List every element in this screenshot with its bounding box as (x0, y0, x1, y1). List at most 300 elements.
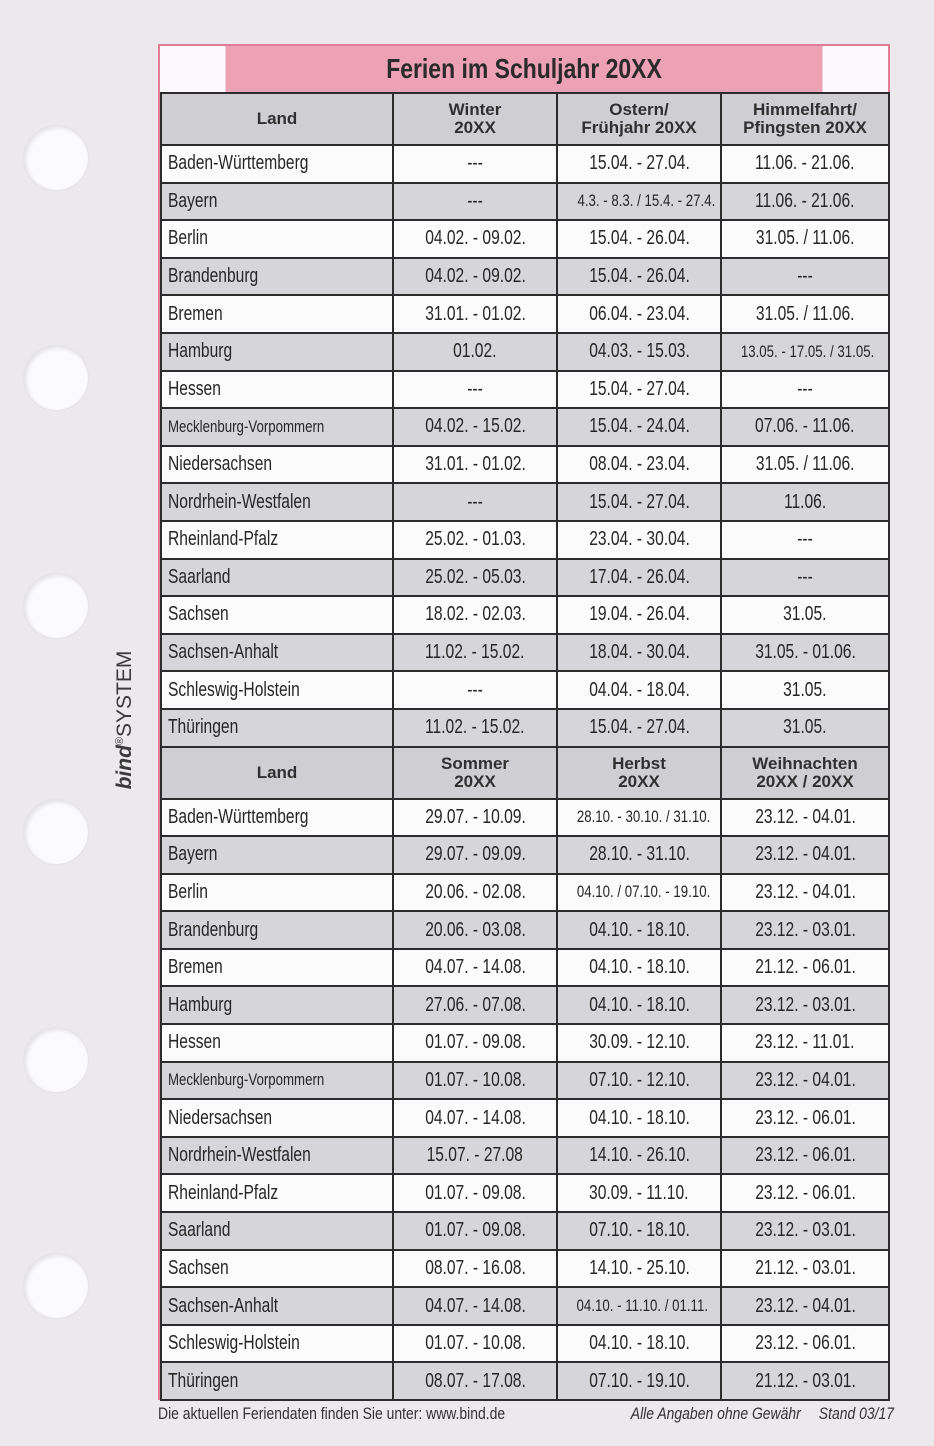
table-row (161, 559, 889, 597)
table-row (161, 911, 889, 949)
section2-header-1: Sommer 20XX (393, 747, 557, 799)
state-name-cell (161, 1325, 393, 1363)
holiday-dates-cell (393, 949, 557, 987)
holiday-dates-cell (557, 1062, 721, 1100)
table-row (161, 1287, 889, 1325)
holiday-dates-cell (557, 634, 721, 672)
section1-header-1: Winter 20XX (393, 93, 557, 145)
holiday-dates-cell (393, 1287, 557, 1325)
holiday-dates: --- (797, 528, 813, 551)
holiday-dates-cell (721, 1250, 889, 1288)
table-row (161, 446, 889, 484)
holiday-dates: 4.3. - 8.3. / 15.4. - 27.4. (577, 191, 716, 211)
state-name-cell (161, 1099, 393, 1137)
holiday-dates: --- (797, 377, 813, 400)
holiday-dates: 23.12. - 03.01. (754, 993, 856, 1016)
holiday-dates: 06.04. - 23.04. (588, 302, 690, 325)
table-row (161, 949, 889, 987)
holiday-dates-cell (721, 258, 889, 296)
section2-header-3: Weihnachten 20XX / 20XX (721, 747, 889, 799)
punch-hole-2 (24, 346, 88, 410)
holiday-dates-cell (557, 1325, 721, 1363)
holiday-dates: 29.07. - 09.09. (424, 843, 526, 866)
holiday-dates-cell (393, 799, 557, 837)
holiday-dates: 01.07. - 10.08. (424, 1332, 526, 1355)
holiday-dates-cell (557, 220, 721, 258)
state-name: Schleswig-Holstein (168, 1332, 300, 1355)
state-name: Sachsen-Anhalt (168, 641, 279, 664)
holiday-dates: 15.07. - 27.08 (426, 1144, 524, 1167)
holiday-dates-cell (721, 371, 889, 409)
brand-bind: bind (113, 745, 136, 790)
holiday-dates-cell (557, 1174, 721, 1212)
state-name: Niedersachsen (168, 453, 273, 476)
holiday-dates-cell (393, 446, 557, 484)
holiday-dates-cell (721, 408, 889, 446)
state-name-cell (161, 295, 393, 333)
holiday-dates: 20.06. - 03.08. (424, 918, 526, 941)
holiday-dates-cell (393, 521, 557, 559)
table-row (161, 874, 889, 912)
holiday-dates: 01.07. - 10.08. (424, 1068, 526, 1091)
holiday-dates: 04.02. - 09.02. (424, 265, 526, 288)
holiday-dates: 04.07. - 14.08. (424, 1294, 526, 1317)
state-name-cell (161, 183, 393, 221)
holiday-dates: 18.02. - 02.03. (424, 603, 526, 626)
holiday-dates-cell (557, 333, 721, 371)
holiday-dates: 23.12. - 06.01. (754, 1106, 856, 1129)
holiday-dates: 07.10. - 19.10. (588, 1369, 690, 1392)
brand-logo (113, 651, 137, 790)
holiday-dates: 30.09. - 11.10. (589, 1181, 689, 1204)
state-name-cell (161, 1250, 393, 1288)
holiday-dates: 11.06. - 21.06. (755, 152, 855, 175)
holiday-dates-cell (557, 1362, 721, 1400)
holiday-dates-cell (393, 371, 557, 409)
table-row (161, 258, 889, 296)
state-name-cell (161, 446, 393, 484)
table-row (161, 1024, 889, 1062)
table-row (161, 1174, 889, 1212)
state-name: Mecklenburg-Vorpommern (168, 416, 325, 436)
holiday-dates-cell (393, 671, 557, 709)
holiday-dates: 07.06. - 11.06. (755, 415, 855, 438)
state-name: Thüringen (168, 1369, 239, 1392)
holiday-table (160, 92, 890, 1401)
state-name-cell (161, 671, 393, 709)
holiday-dates: 01.07. - 09.08. (424, 1219, 526, 1242)
holiday-dates: 04.10. - 11.10. / 01.11. (576, 1296, 709, 1316)
punch-hole-5 (24, 1028, 88, 1092)
holiday-dates-cell (393, 258, 557, 296)
holiday-dates: 31.05. / 11.06. (755, 302, 855, 325)
table-row (161, 1062, 889, 1100)
state-name: Berlin (168, 880, 208, 903)
table-row (161, 1362, 889, 1400)
holiday-dates: --- (467, 152, 483, 175)
holiday-dates-cell (557, 295, 721, 333)
holiday-dates: 21.12. - 03.01. (754, 1369, 856, 1392)
holiday-dates: 15.04. - 26.04. (588, 227, 690, 250)
holiday-dates: 25.02. - 05.03. (424, 565, 526, 588)
holiday-dates: 04.04. - 18.04. (588, 678, 690, 701)
holiday-dates-cell (393, 295, 557, 333)
holiday-dates-cell (393, 1250, 557, 1288)
table-row (161, 295, 889, 333)
holiday-dates-cell (721, 1174, 889, 1212)
holiday-dates-cell (721, 949, 889, 987)
holiday-dates: 21.12. - 06.01. (754, 956, 856, 979)
holiday-dates-cell (721, 799, 889, 837)
holiday-dates: 31.05. (783, 716, 827, 739)
holiday-dates-cell (393, 1362, 557, 1400)
state-name-cell (161, 799, 393, 837)
holiday-dates: 08.07. - 16.08. (424, 1256, 526, 1279)
holiday-dates: 31.05. (783, 603, 827, 626)
holiday-dates: 19.04. - 26.04. (588, 603, 690, 626)
state-name: Hessen (168, 377, 221, 400)
holiday-dates: 23.04. - 30.04. (588, 528, 690, 551)
holiday-dates-cell (721, 295, 889, 333)
holiday-dates-cell (557, 521, 721, 559)
holiday-dates-cell (393, 596, 557, 634)
state-name-cell (161, 408, 393, 446)
holiday-dates: 11.02. - 15.02. (425, 716, 525, 739)
holiday-dates: 31.05. / 11.06. (755, 453, 855, 476)
holiday-dates-cell (393, 1174, 557, 1212)
holiday-dates: 30.09. - 12.10. (588, 1031, 690, 1054)
state-name-cell (161, 559, 393, 597)
brand-system: SYSTEM (113, 650, 136, 737)
holiday-dates: 01.07. - 09.08. (424, 1181, 526, 1204)
section1-header-0: Land (161, 93, 393, 145)
holiday-dates-cell (721, 1287, 889, 1325)
holiday-dates: 04.10. - 18.10. (588, 1332, 690, 1355)
holiday-card (158, 44, 890, 1400)
holiday-dates: --- (797, 265, 813, 288)
holiday-dates: 07.10. - 12.10. (588, 1068, 690, 1091)
holiday-dates-cell (721, 1099, 889, 1137)
holiday-dates: 17.04. - 26.04. (588, 565, 690, 588)
holiday-dates-cell (393, 1099, 557, 1137)
holiday-dates-cell (557, 799, 721, 837)
holiday-dates: 25.02. - 01.03. (424, 528, 526, 551)
state-name: Bayern (168, 189, 218, 212)
holiday-dates-cell (393, 220, 557, 258)
holiday-dates-cell (721, 911, 889, 949)
holiday-dates: 15.04. - 27.04. (588, 377, 690, 400)
holiday-dates: 15.04. - 27.04. (588, 152, 690, 175)
table-row (161, 634, 889, 672)
section1-header-3: Himmelfahrt/ Pfingsten 20XX (721, 93, 889, 145)
holiday-dates-cell (557, 183, 721, 221)
table-row (161, 483, 889, 521)
holiday-dates-cell (393, 986, 557, 1024)
footer-stand: Stand 03/17 (818, 1404, 894, 1423)
holiday-dates: --- (467, 490, 483, 513)
holiday-dates-cell (393, 1062, 557, 1100)
state-name-cell (161, 220, 393, 258)
holiday-dates: 28.10. - 30.10. / 31.10. (576, 807, 711, 827)
holiday-dates: 14.10. - 25.10. (588, 1256, 690, 1279)
holiday-dates-cell (721, 1212, 889, 1250)
holiday-dates: 23.12. - 06.01. (754, 1144, 856, 1167)
holiday-dates-cell (557, 709, 721, 747)
holiday-dates: 07.10. - 18.10. (588, 1219, 690, 1242)
holiday-dates-cell (393, 145, 557, 183)
holiday-dates-cell (393, 874, 557, 912)
holiday-dates: 29.07. - 10.09. (424, 805, 526, 828)
holiday-dates: 11.06. (783, 490, 827, 513)
page-title: Ferien im Schuljahr 20XX (226, 46, 823, 92)
holiday-dates-cell (393, 333, 557, 371)
state-name: Schleswig-Holstein (168, 678, 300, 701)
holiday-dates-cell (557, 483, 721, 521)
state-name-cell (161, 1362, 393, 1400)
holiday-dates-cell (393, 709, 557, 747)
holiday-dates: 08.04. - 23.04. (588, 453, 690, 476)
state-name: Baden-Württemberg (168, 152, 309, 175)
holiday-dates-cell (721, 1062, 889, 1100)
holiday-dates-cell (393, 1325, 557, 1363)
holiday-dates: 14.10. - 26.10. (588, 1144, 690, 1167)
holiday-dates: 23.12. - 04.01. (754, 880, 856, 903)
state-name: Sachsen-Anhalt (168, 1294, 279, 1317)
holiday-dates-cell (721, 671, 889, 709)
holiday-dates-cell (557, 1212, 721, 1250)
holiday-dates: 04.10. - 18.10. (588, 918, 690, 941)
holiday-dates-cell (721, 986, 889, 1024)
state-name-cell (161, 911, 393, 949)
holiday-dates-cell (721, 1137, 889, 1175)
holiday-dates-cell (721, 1325, 889, 1363)
holiday-dates-cell (557, 1137, 721, 1175)
holiday-dates: 23.12. - 04.01. (754, 805, 856, 828)
table-row (161, 1137, 889, 1175)
holiday-dates: --- (797, 565, 813, 588)
table-row (161, 408, 889, 446)
holiday-dates: 18.04. - 30.04. (588, 641, 690, 664)
holiday-dates: 21.12. - 03.01. (754, 1256, 856, 1279)
holiday-dates-cell (393, 1137, 557, 1175)
table-row (161, 1325, 889, 1363)
state-name: Hamburg (168, 340, 233, 363)
holiday-dates-cell (721, 483, 889, 521)
section2-header-row (161, 747, 889, 799)
state-name-cell (161, 1137, 393, 1175)
holiday-dates: 04.10. - 18.10. (588, 1106, 690, 1129)
state-name: Saarland (168, 1219, 231, 1242)
holiday-dates: 01.07. - 09.08. (424, 1031, 526, 1054)
holiday-dates-cell (393, 483, 557, 521)
table-row (161, 145, 889, 183)
state-name-cell (161, 371, 393, 409)
holiday-dates-cell (393, 911, 557, 949)
state-name-cell (161, 1062, 393, 1100)
state-name-cell (161, 521, 393, 559)
state-name: Berlin (168, 227, 208, 250)
state-name: Saarland (168, 565, 231, 588)
state-name: Thüringen (168, 716, 239, 739)
holiday-dates: 23.12. - 04.01. (754, 1294, 856, 1317)
holiday-dates: 23.12. - 03.01. (754, 918, 856, 941)
holiday-dates-cell (557, 559, 721, 597)
state-name: Brandenburg (168, 265, 259, 288)
table-row (161, 183, 889, 221)
punch-hole-4 (24, 800, 88, 864)
holiday-dates-cell (557, 874, 721, 912)
holiday-dates: 31.01. - 01.02. (424, 302, 526, 325)
holiday-dates: --- (467, 189, 483, 212)
holiday-dates: 01.02. (453, 340, 497, 363)
state-name: Niedersachsen (168, 1106, 273, 1129)
holiday-dates-cell (557, 145, 721, 183)
state-name-cell (161, 333, 393, 371)
holiday-dates: 11.02. - 15.02. (425, 641, 525, 664)
state-name: Sachsen (168, 1256, 229, 1279)
state-name-cell (161, 145, 393, 183)
holiday-dates-cell (721, 709, 889, 747)
holiday-dates: 23.12. - 06.01. (754, 1181, 856, 1204)
table-row (161, 709, 889, 747)
holiday-dates-cell (721, 596, 889, 634)
section2-header-0: Land (161, 747, 393, 799)
state-name-cell (161, 1024, 393, 1062)
state-name-cell (161, 1174, 393, 1212)
holiday-dates-cell (393, 183, 557, 221)
table-row (161, 671, 889, 709)
holiday-dates: 08.07. - 17.08. (424, 1369, 526, 1392)
holiday-dates-cell (557, 949, 721, 987)
footer-no-guarantee: Alle Angaben ohne Gewähr (630, 1404, 801, 1423)
holiday-dates-cell (721, 446, 889, 484)
holiday-dates: 23.12. - 11.01. (755, 1031, 855, 1054)
holiday-dates: 04.10. - 18.10. (588, 956, 690, 979)
holiday-dates-cell (393, 634, 557, 672)
holiday-dates: --- (467, 377, 483, 400)
state-name: Nordrhein-Westfalen (168, 1144, 311, 1167)
holiday-dates: 23.12. - 04.01. (754, 843, 856, 866)
holiday-dates: 13.05. - 17.05. / 31.05. (740, 341, 875, 361)
table-row (161, 1250, 889, 1288)
holiday-dates: 04.10. / 07.10. - 19.10. (576, 882, 711, 902)
table-row (161, 986, 889, 1024)
section1-header-row (161, 93, 889, 145)
state-name: Mecklenburg-Vorpommern (168, 1070, 325, 1090)
state-name: Bremen (168, 956, 223, 979)
holiday-dates-cell (557, 1024, 721, 1062)
holiday-dates-cell (721, 836, 889, 874)
punch-hole-1 (24, 126, 88, 190)
holiday-dates: 04.10. - 18.10. (588, 993, 690, 1016)
holiday-dates-cell (721, 559, 889, 597)
table-row (161, 1099, 889, 1137)
state-name: Bayern (168, 843, 218, 866)
holiday-dates-cell (557, 986, 721, 1024)
state-name-cell (161, 258, 393, 296)
table-row (161, 1212, 889, 1250)
holiday-dates: 04.07. - 14.08. (424, 956, 526, 979)
state-name-cell (161, 1212, 393, 1250)
holiday-dates-cell (721, 874, 889, 912)
holiday-dates: 04.07. - 14.08. (424, 1106, 526, 1129)
holiday-dates: 11.06. - 21.06. (755, 189, 855, 212)
holiday-dates-cell (721, 183, 889, 221)
state-name: Nordrhein-Westfalen (168, 490, 311, 513)
holiday-dates: 27.06. - 07.08. (424, 993, 526, 1016)
holiday-dates: 31.05. / 11.06. (755, 227, 855, 250)
holiday-dates-cell (557, 1099, 721, 1137)
holiday-dates-cell (557, 446, 721, 484)
table-row (161, 799, 889, 837)
holiday-dates: 31.01. - 01.02. (424, 453, 526, 476)
holiday-dates-cell (721, 521, 889, 559)
footer-website-note: Die aktuellen Feriendaten finden Sie unter: www.bind.de (158, 1404, 506, 1423)
brand-registered: ® (114, 736, 126, 746)
holiday-dates-cell (393, 1212, 557, 1250)
state-name-cell (161, 596, 393, 634)
holiday-dates-cell (557, 258, 721, 296)
punch-hole-3 (24, 574, 88, 638)
state-name-cell (161, 483, 393, 521)
holiday-dates: 23.12. - 04.01. (754, 1068, 856, 1091)
holiday-dates-cell (393, 408, 557, 446)
holiday-dates-cell (393, 559, 557, 597)
state-name-cell (161, 709, 393, 747)
section1-header-2: Ostern/ Frühjahr 20XX (557, 93, 721, 145)
holiday-dates: 15.04. - 27.04. (588, 716, 690, 739)
holiday-dates-cell (393, 1024, 557, 1062)
state-name: Hessen (168, 1031, 221, 1054)
state-name: Baden-Württemberg (168, 805, 309, 828)
holiday-dates-cell (557, 1287, 721, 1325)
table-row (161, 371, 889, 409)
holiday-dates-cell (393, 836, 557, 874)
holiday-dates: 20.06. - 02.08. (424, 880, 526, 903)
holiday-dates-cell (721, 145, 889, 183)
holiday-dates-cell (557, 408, 721, 446)
holiday-dates-cell (721, 1024, 889, 1062)
holiday-dates-cell (557, 371, 721, 409)
holiday-dates-cell (557, 671, 721, 709)
holiday-dates-cell (721, 1362, 889, 1400)
holiday-dates: 31.05. (783, 678, 827, 701)
state-name-cell (161, 949, 393, 987)
holiday-dates: 23.12. - 03.01. (754, 1219, 856, 1242)
punch-hole-6 (24, 1254, 88, 1318)
holiday-dates-cell (721, 634, 889, 672)
holiday-dates-cell (557, 836, 721, 874)
holiday-dates-cell (721, 333, 889, 371)
table-row (161, 596, 889, 634)
state-name-cell (161, 874, 393, 912)
holiday-dates: 04.02. - 15.02. (424, 415, 526, 438)
holiday-dates-cell (721, 220, 889, 258)
state-name: Rheinland-Pfalz (168, 1181, 279, 1204)
state-name: Rheinland-Pfalz (168, 528, 279, 551)
state-name: Bremen (168, 302, 223, 325)
holiday-dates-cell (557, 596, 721, 634)
holiday-dates: 04.02. - 09.02. (424, 227, 526, 250)
holiday-dates: 23.12. - 06.01. (754, 1332, 856, 1355)
holiday-dates-cell (557, 1250, 721, 1288)
table-row (161, 836, 889, 874)
state-name-cell (161, 836, 393, 874)
holiday-dates: 31.05. - 01.06. (754, 641, 856, 664)
holiday-dates: 15.04. - 27.04. (588, 490, 690, 513)
holiday-dates-cell (557, 911, 721, 949)
table-row (161, 521, 889, 559)
